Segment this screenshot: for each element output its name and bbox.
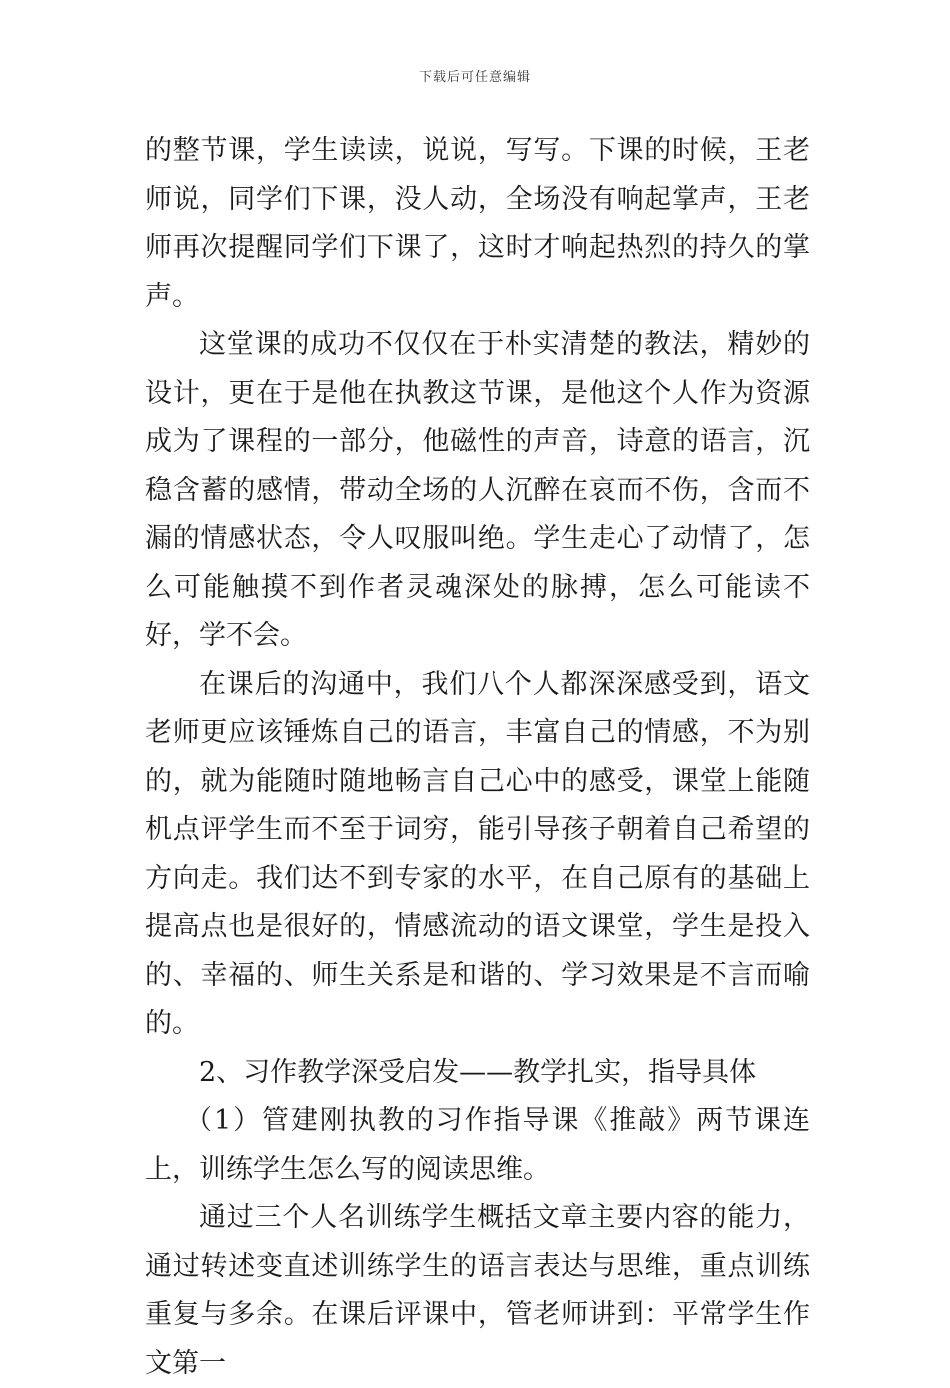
- paragraph-4: 通过三个人名训练学生概括文章主要内容的能力，通过转述变直述训练学生的语言表达与思维，重点训练重复与多余。在课后评课中，管老师讲到：平常学生作文第一: [145, 1202, 810, 1379]
- paragraph-1: 的整节课，学生读读，说说，写写。下课的时候，王老师说，同学们下课，没人动，全场没有响起掌声，王老师再次提醒同学们下课了，这时才响起热烈的持久的掌声。: [145, 135, 810, 312]
- paragraph-3: 在课后的沟通中，我们八个人都深深感受到，语文老师更应该锤炼自己的语言，丰富自己的情感，不为别的，就为能随时随地畅言自己心中的感受，课堂上能随机点评学生而不至于词穷，能引导孩子朝着自己希望的方向走。我们达不到专家的水平，在自己原有的基础上提高点也是很好的，情感流动的语文课堂，学生是投入的、幸福的、师生关系是和谐的、学习效果是不言而喻的。: [145, 668, 810, 1039]
- document-body: [145, 127, 810, 1388]
- page-header: 下载后可任意编辑: [418, 70, 531, 85]
- subsection-heading: （1）管建刚执教的习作指导课《推敲》两节课连上，训练学生怎么写的阅读思维。: [145, 1105, 810, 1185]
- paragraph-2: 这堂课的成功不仅仅在于朴实清楚的教法，精妙的设计，更在于是他在执教这节课，是他这个人作为资源成为了课程的一部分，他磁性的声音，诗意的语言，沉稳含蓄的感情，带动全场的人沉醉在哀而不伤，含而不漏的情感状态，令人叹服叫绝。学生走心了动情了，怎么可能触摸不到作者灵魂深处的脉搏，怎么可能读不好，学不会。: [145, 329, 810, 651]
- section-heading: 2、习作教学深受启发——教学扎实，指导具体: [199, 1056, 757, 1088]
